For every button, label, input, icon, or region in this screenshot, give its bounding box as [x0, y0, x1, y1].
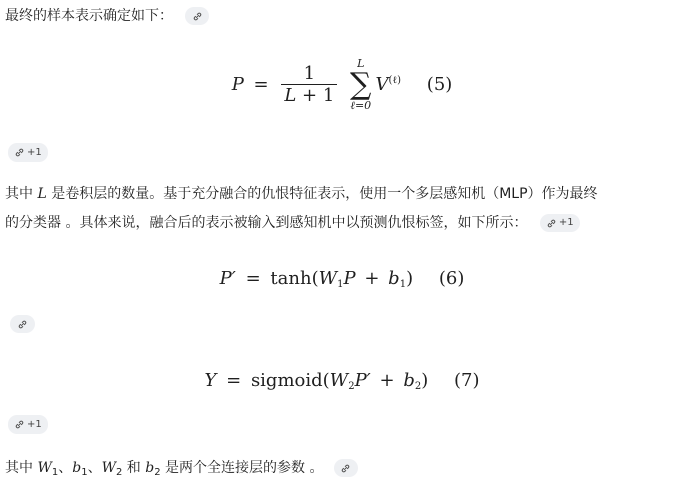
- eq7-equals: =: [226, 370, 242, 391]
- para3-sep2: 、: [87, 460, 102, 476]
- para3-sep1: 、: [58, 460, 73, 476]
- eq5-sum-sign: ∑: [350, 67, 372, 102]
- eq5-term: V: [375, 74, 389, 95]
- eq5-sum: [350, 58, 371, 112]
- para3-w2: W: [101, 460, 116, 476]
- eq6-p: P: [343, 268, 356, 289]
- eq6-w-sub: 1: [337, 279, 344, 290]
- eq6-equals: =: [245, 268, 261, 289]
- paragraph-intro-text: 最终的样本表示确定如下：: [5, 8, 173, 24]
- eq5-equals: =: [253, 74, 269, 95]
- source-link-chip[interactable]: [185, 7, 209, 25]
- eq6-fn: tanh: [270, 268, 312, 289]
- link-icon: [546, 218, 557, 229]
- eq6-open: (: [311, 268, 319, 289]
- equation-5: [0, 58, 684, 112]
- source-count: +1: [558, 217, 574, 228]
- eq5-sum-lower: ℓ=0: [350, 99, 372, 112]
- eq7-close: ): [421, 370, 429, 391]
- eq5-denominator: [281, 85, 337, 107]
- eq5-fraction: [281, 64, 337, 107]
- source-count: +1: [27, 147, 42, 158]
- para3-b2: b: [145, 460, 155, 476]
- para2-prefix: 其中: [5, 186, 38, 202]
- para2-line2: 的分类器 。具体来说，融合后的表示被输入到感知机中以预测仇恨标签，如下所示：: [5, 215, 528, 231]
- source-link-chip[interactable]: [540, 214, 580, 232]
- paragraph-intro: [5, 4, 209, 28]
- source-link-chip[interactable]: [10, 315, 35, 333]
- eq6-w: W: [318, 268, 338, 289]
- para3-b1: b: [72, 460, 82, 476]
- eq6-b: b: [388, 268, 400, 289]
- para3-and: 和: [122, 460, 146, 476]
- eq7-w: W: [329, 370, 349, 391]
- link-icon: [192, 11, 203, 22]
- eq5-tag: (5): [426, 74, 453, 95]
- eq7-fn: sigmoid: [250, 370, 323, 391]
- para3-suffix: 是两个全连接层的参数 。: [160, 460, 324, 476]
- link-icon: [340, 463, 351, 474]
- eq5-lhs: P: [231, 74, 244, 95]
- eq7-plus: +: [379, 370, 395, 391]
- eq7-p: P′: [354, 370, 371, 391]
- source-link-chip[interactable]: [8, 415, 48, 434]
- para3-w1-sub: 1: [51, 467, 59, 478]
- eq5-den-rest: + 1: [296, 84, 335, 106]
- eq6-b-sub: 1: [399, 279, 407, 290]
- eq5-term-sup: (ℓ): [388, 75, 402, 86]
- eq5-den-var: L: [284, 84, 297, 106]
- eq7-open: (: [322, 370, 330, 391]
- eq5-numerator: 1: [281, 64, 337, 85]
- para3-w2-sub: 2: [115, 467, 123, 478]
- link-icon: [17, 319, 28, 330]
- eq7-tag: (7): [454, 370, 480, 391]
- eq7-b: b: [403, 370, 415, 391]
- para2-suffix: 是卷积层的数量。基于充分融合的仇恨特征表示，使用一个多层感知机（MLP）作为最终: [46, 186, 598, 202]
- equation-6: [0, 268, 684, 290]
- para3-b1-sub: 1: [81, 467, 88, 478]
- eq7-b-sub: 2: [414, 381, 422, 392]
- eq6-tag: (6): [438, 268, 465, 289]
- eq7-lhs: Y: [204, 370, 217, 391]
- eq7-w-sub: 2: [348, 381, 355, 392]
- para3-prefix: 其中: [5, 460, 38, 476]
- para3-w1: W: [37, 460, 52, 476]
- source-link-chip[interactable]: [8, 143, 48, 162]
- paragraph-mlp-line2: [5, 211, 580, 235]
- eq6-close: ): [406, 268, 414, 289]
- equation-7: [0, 370, 684, 392]
- source-link-chip[interactable]: [334, 459, 358, 477]
- eq6-plus: +: [364, 268, 380, 289]
- para2-var: L: [37, 186, 47, 202]
- para3-b2-sub: 2: [154, 467, 161, 478]
- link-icon: [14, 147, 25, 158]
- paragraph-mlp-line1: [5, 182, 598, 206]
- eq6-lhs: P′: [219, 268, 236, 289]
- source-count: +1: [27, 419, 42, 430]
- eq5-sum-upper: L: [357, 57, 365, 70]
- paragraph-params: [5, 456, 358, 485]
- link-icon: [14, 419, 25, 430]
